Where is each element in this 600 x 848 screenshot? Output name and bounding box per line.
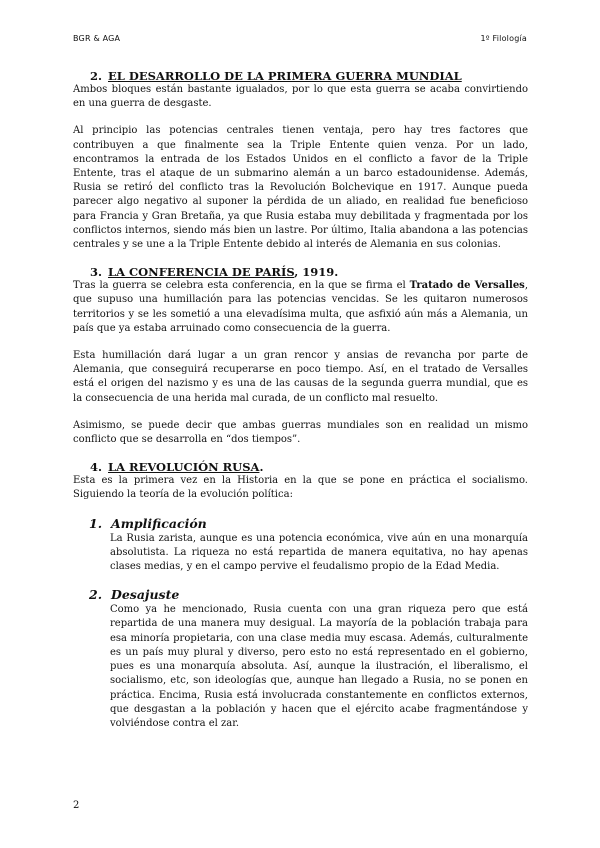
section-3-paragraph-3: Asimismo, se puede decir que ambas guerras mundiales son en realidad un mismo conflicto que se desarrolla en “dos tiempos”. bbox=[73, 419, 528, 446]
section-3-title-year: , 1919 bbox=[294, 265, 335, 280]
page-number: 2 bbox=[73, 800, 80, 811]
section-3-paragraph-1 bbox=[73, 279, 528, 336]
section-3-paragraph-2: Esta humillación dará lugar a un gran rencor y ansias de revancha por parte de Alemania, que conseguirá recuperarse en poco tiempo. Así, en el tratado de Versalles está el origen del nazismo y es una de las causas de la segunda guerra mundial, que es la consecuencia de una herida mal curada, de un conflicto mal resuelto. bbox=[73, 350, 528, 404]
subsection-1-title: Amplificación bbox=[111, 515, 207, 531]
section-3-heading bbox=[90, 265, 528, 279]
section-3-title: LA CONFERENCIA DE PARÍS bbox=[108, 265, 295, 280]
treaty-name: Tratado de Versalles bbox=[409, 280, 525, 292]
subsection-1-text: La Rusia zarista, aunque es una potencia económica, vive aún en una monarquía absolutista. La riqueza no está repartida de manera equitativa, no hay apenas clases medias, y en el campo pervive el feudalismo propio de la Edad Media. bbox=[110, 532, 528, 573]
section-2-number: 2. bbox=[90, 69, 103, 83]
section-2-title: EL DESARROLLO DE LA PRIMERA GUERRA MUNDIAL bbox=[108, 69, 462, 83]
subsection-2-number: 2. bbox=[89, 587, 103, 603]
section-3-p1-end: , que supuso una humillación para las potencias vencidas. Se les quitaron numerosos territorios y se les sometió a una elevadísima multa, que asfixió aún más a Alemania, un país que ya estaba arruinado como consecuencia de la guerra. bbox=[73, 280, 528, 334]
page-body bbox=[73, 69, 528, 731]
section-4-number: 4. bbox=[90, 460, 103, 475]
section-3-p1-start: Tras la guerra se celebra esta conferencia, en la que se firma el bbox=[73, 280, 410, 292]
header-course: 1º Filología bbox=[480, 34, 527, 43]
section-4-heading bbox=[90, 460, 528, 474]
subsection-2-text: Como ya he mencionado, Rusia cuenta con una gran riqueza pero que está repartida de una manera muy desigual. La mayoría de la población trabaja para esa minoría propietaria, con una clase media muy escasa. Además, culturalmente es un país muy plural y diverso, pero esto no está representado en el gobierno, pues es una monarquía absoluta. Así, aunque la ilustración, el liberalismo, el socialismo, etc, son ideologías que, aunque han llegado a Rusia, no se ponen en práctica. Encima, Rusia está involucrada constantemente en conflictos externos, que desgastan a la población y hacen que el ejército acabe fragmentándose y volviéndose contra el zar. bbox=[110, 604, 528, 729]
section-4-paragraph-1: Esta es la primera vez en la Historia en la que se pone en práctica el socialismo. Siguiendo la teoría de la evolución política: bbox=[73, 475, 528, 501]
section-2-paragraph-1: Ambos bloques están bastante igualados, por lo que esta guerra se acaba convirtiendo en una guerra de desgaste. bbox=[73, 84, 528, 110]
section-2-heading bbox=[90, 69, 528, 83]
section-3-number: 3. bbox=[90, 265, 103, 280]
subsection-2-title: Desajuste bbox=[111, 587, 180, 603]
section-4-title-end: . bbox=[259, 460, 264, 475]
header-authors: BGR & AGA bbox=[73, 34, 121, 43]
section-2-paragraph-2: Al principio las potencias centrales tienen ventaja, pero hay tres factores que contribuyen a que finalmente sea la Triple Entente quien venza. Por un lado, encontramos la entrada de los Estados Unidos en el conflicto a favor de la Triple Entente, tras el ataque de un submarino alemán a un barco estadounidense. Además, Rusia se retiró del conflicto tras la Revolución Bolchevique en 1917. Aunque pueda parecer algo negativo al suponer la pérdida de un aliado, en realidad fue beneficioso para Francia y Gran Bretaña, ya que Rusia estaba muy debilitada y fragmentada por los conflictos internos, siendo más bien un lastre. Por último, Italia abandona a las potencias centrales y se une a la Triple Entente debido al interés de Alemania en sus colonias. bbox=[73, 125, 528, 251]
subsection-2-heading bbox=[89, 587, 528, 602]
section-4-title: LA REVOLUCIÓN RUSA bbox=[108, 460, 260, 475]
section-3-title-end: . bbox=[334, 265, 339, 280]
subsection-1-number: 1. bbox=[89, 515, 103, 531]
subsection-1-heading bbox=[89, 516, 528, 531]
